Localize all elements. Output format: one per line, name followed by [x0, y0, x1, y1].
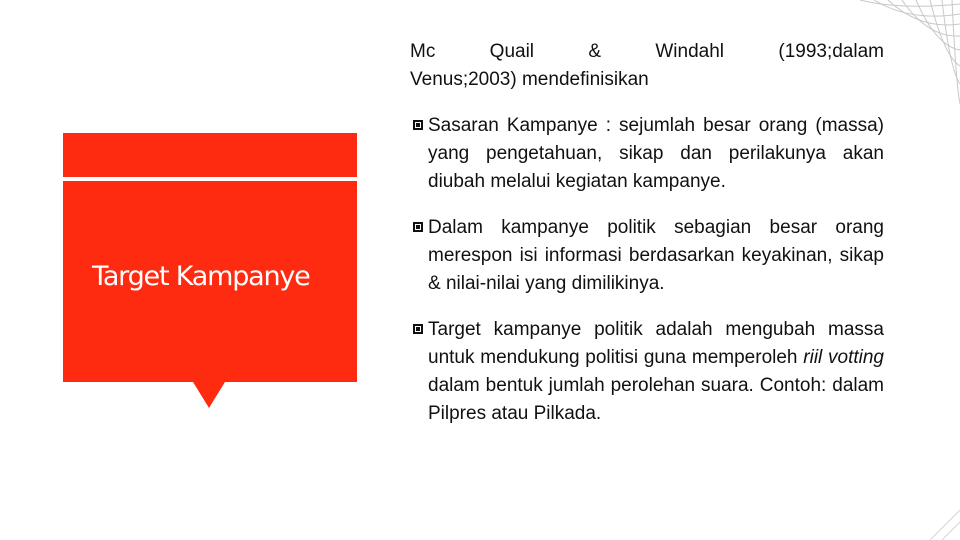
- bullet-square-icon: [413, 324, 423, 334]
- bullet-text-italic: riil votting: [803, 347, 884, 368]
- bullet-item: [410, 316, 884, 428]
- bullet-text-before: Target kampanye politik adalah mengubah massa untuk mendukung politisi guna memperoleh: [428, 319, 884, 368]
- title-panel-pointer: [193, 382, 225, 408]
- title-panel-stripe: [63, 177, 357, 181]
- slide-title: Target Kampanye: [92, 261, 310, 292]
- bullet-square-icon: [413, 222, 423, 232]
- bullet-text: Dalam kampanye politik sebagian besar orang merespon isi informasi berdasarkan keyakinan, sikap & nilai-nilai yang dimilikinya.: [428, 217, 884, 294]
- intro-line-1: Mc Quail & Windahl (1993;dalam: [410, 41, 884, 62]
- intro-paragraph: [410, 38, 884, 94]
- decorative-arcs-bottom: [900, 490, 960, 540]
- bullet-item: [410, 112, 884, 196]
- bullet-text-after: dalam bentuk jumlah perolehan suara. Contoh: dalam Pilpres atau Pilkada.: [428, 375, 884, 424]
- slide-content: [410, 38, 884, 446]
- bullet-text: Sasaran Kampanye : sejumlah besar orang (massa) yang pengetahuan, sikap dan perilakunya akan diubah melalui kegiatan kampanye.: [428, 115, 884, 192]
- bullet-square-icon: [413, 120, 423, 130]
- intro-line-2: Venus;2003) mendefinisikan: [410, 69, 649, 90]
- title-panel: [63, 133, 357, 382]
- bullet-item: [410, 214, 884, 298]
